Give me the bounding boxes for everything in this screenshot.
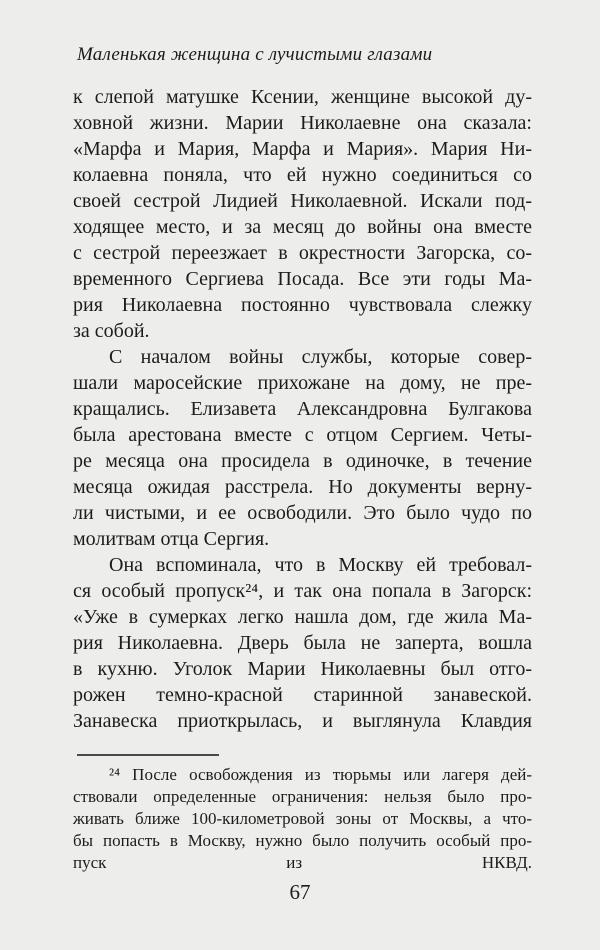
text-line: ся особый пропуск²⁴, и так она попала в Загорск: [73, 580, 532, 602]
text-line: была арестована вместе с отцом Сергием. Четы- [73, 424, 532, 446]
text-line: шали маросейские прихожане на дому, не пре- [73, 372, 532, 394]
text-line: Она вспоминала, что в Москву ей требовал- [109, 554, 532, 576]
text-line: рия Николаевна постоянно чувствовала слежку [73, 294, 532, 316]
text-line: временного Сергиева Посада. Все эти годы Ма- [73, 268, 532, 290]
text-line: «Уже в сумерках легко нашла дом, где жила Ма- [73, 606, 532, 628]
text-line: пуск из НКВД. [73, 853, 532, 872]
running-header: Маленькая женщина с лучистыми глазами [77, 44, 433, 65]
text-line: за собой. [73, 320, 150, 342]
footnote-separator [77, 754, 219, 756]
text-line: ствовали определенные ограничения: нельзя было про- [73, 787, 532, 806]
text-line: кращались. Елизавета Александровна Булгакова [73, 398, 532, 420]
text-line: Занавеска приоткрылась, и выглянула Клавдия [73, 710, 532, 732]
text-line: ли чистыми, и ее освободили. Это было чудо по [73, 502, 532, 524]
text-line: месяца ожидая расстрела. Но документы верну- [73, 476, 532, 498]
text-line: рия Николаевна. Дверь была не заперта, вошла [73, 632, 532, 654]
text-line: молитвам отца Сергия. [73, 528, 270, 550]
text-line: рожен темно-красной старинной занавеской. [73, 684, 532, 706]
footnote [73, 764, 532, 874]
text-line: ре месяца она просидела в одиночке, в течение [73, 450, 532, 472]
text-line: «Марфа и Мария, Марфа и Мария». Мария Ни- [73, 138, 532, 160]
text-line: бы попасть в Москву, нужно было получить особый про- [73, 831, 532, 850]
text-line: колаевна поняла, что ей нужно соединиться со [73, 164, 532, 186]
text-line: С началом войны службы, которые совер- [109, 346, 532, 368]
page-number: 67 [289, 880, 311, 904]
text-line: к слепой матушке Ксении, женщине высокой ду- [73, 86, 532, 108]
text-line: ходящее место, и за месяц до войны она вместе [73, 216, 532, 238]
text-line: ²⁴ После освобождения из тюрьмы или лагеря дей- [109, 765, 532, 784]
body-text [73, 84, 532, 734]
text-line: своей сестрой Лидией Николаевной. Искали под- [73, 190, 532, 212]
text-line: с сестрой переезжает в окрестности Загорска, со- [73, 242, 532, 264]
text-line: в кухню. Уголок Марии Николаевны был отго- [73, 658, 532, 680]
text-line: живать ближе 100-километровой зоны от Москвы, а что- [73, 809, 532, 828]
text-line: ховной жизни. Марии Николаевне она сказала: [73, 112, 532, 134]
